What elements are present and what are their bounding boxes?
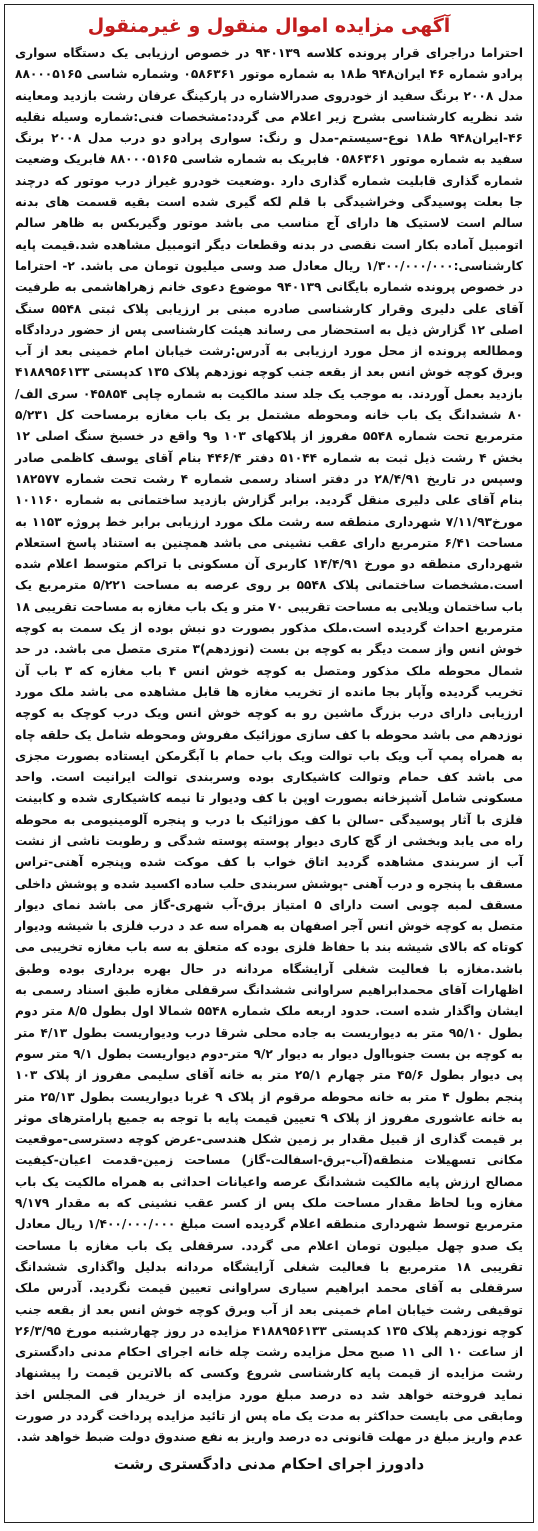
notice-title: آگهی مزایده اموال منقول و غیرمنقول <box>87 15 451 37</box>
notice-signature: دادورز اجرای احکام مدنی دادگستری رشت <box>113 1454 425 1473</box>
notice-body: احتراما دراجرای قرار پرونده کلاسه ۹۴۰۱۳۹ در خصوص ارزیابی یک دستگاه سواری پرادو شماره ۴۶ ایران۹۴۸ ط۱۸ به شماره موتور ۰۵۸۶۳۶۱ وشماره شاسی ۸۸۰۰۰۵۱۶۵ مدل ۲۰۰۸ برنگ سفید از خودروی صدرالاشاره در پارکینگ عرفان رشت بازدید ومعاینه شد نظریه کارشناسی بشرح زیر اعلام می گردد:مشخصات فنی:شماره وسیله نقلیه ۴۶-ایران۹۴۸ ط۱۸ نوع-سیستم-مدل و رنگ: سواری پرادو دو درب مدل ۲۰۰۸ برنگ سفید به شماره موتور ۰۵۸۶۳۶۱ فابریک به شماره شاسی ۸۸۰۰۰۵۱۶۵ فابریک وضعیت شماره گذاری قابلیت شماره گذاری دارد .وضعیت خودرو غیراز درب موتور که درچند جا بعلت پوسیدگی وخراشیدگی با قلم لکه گیری شده است بقیه قسمت های بدنه سالم است لاستیک ها دارای آج مناسب می باشد موتور وگیربکس به ظاهر سالم اتومبیل آماده بکار است نقصی در بدنه وقطعات دیگر اتومبیل مشاهده شد.قیمت پایه کارشناسی:۱/۳۰۰/۰۰۰/۰۰۰ ریال معادل صد وسی میلیون تومان می باشد. ۲- احتراما در خصوص پرونده شماره بایگانی ۹۴۰۱۳۹ موضوع دعوی خانم زهراهاشمی به طرفیت آقای علی دلیری وقرار کارشناسی صادره مبنی بر ارزیابی پلاک ثبتی ۵۵۴۸ سنگ اصلی ۱۲ گزارش ذیل به استحضار می رساند هیئت کارشناسی پس از حضور دردادگاه ومطالعه پرونده از محل مورد ارزیابی به آدرس:رشت خیابان امام خمینی بعد از آب وبرق کوچه خوش انس بعد از بقعه جنب کوچه نوزدهم پلاک ۱۳۵ کدپستی ۴۱۸۸۹۵۶۱۳۳ بازدید بعمل آوردند. به موجب یک جلد سند مالکیت به شماره چاپی ۰۴۵۸۵۴ سری الف/۸۰ ششدانگ یک باب خانه ومحوطه مشتمل بر یک باب مغازه برمساحت کل ۵/۲۳۱ مترمربع تحت شماره ۵۵۴۸ مفروز از پلاکهای ۱۰۳ و۹ واقع در خسبخ سنگ اصلی ۱۲ بخش ۴ رشت ذیل ثبت به شماره ۵۱۰۴۴ دفتر ۴۴۶/۴ بنام آقای یوسف کاظمی صادر وسپس در تاریخ ۲۸/۴/۹۱ در دفتر اسناد رسمی شماره ۴ رشت تحت شماره ۱۸۲۵۷۷ بنام آقای علی دلیری منقل گردید. برابر گزارش بازدید ساختمانی به شماره ۱۰۱۱۶۰ مورخ۷/۱۱/۹۳ شهرداری منطقه سه رشت ملک مورد ارزیابی برابر خط پروژه ۱۱۵۳ به مساحت ۶/۴۱ مترمربع دارای عقب نشینی می باشد همچنین به استناد پاسخ استعلام شهرداری منطقه دو مورخ ۱۴/۴/۹۱ کاربری آن مسکونی با تراکم متوسط اعلام شده است.مشخصات ساختمانی پلاک ۵۵۴۸ بر روی عرصه به مساحت ۵/۲۲۱ مترمربع یک باب ساختمان ویلایی به مساحت تقریبی ۷۰ متر و یک باب مغازه به مساحت تقریبی ۱۸ مترمربع احداث گردیده است.ملک مذکور بصورت دو نبش بوده از یک سمت به کوچه خوش انس واز سمت دیگر به کوچه بن بست (نوزدهم)۳ متری متصل می باشد. در حد شمال محوطه ملک مذکور ومتصل به کوچه خوش انس ۴ باب مغازه که ۳ باب آن تخریب گردیده وآپار بجا مانده از تخریب مغازه ها قابل مشاهده می باشد ملک مورد ارزیابی دارای درب بزرگ ماشین رو به کوچه خوش انس ویک درب کوچک به کوچه نوزدهم می باشد محوطه با کف سازی موزائیک مفروش ومحوطه شامل یک حلقه چاه به همراه پمپ آب ویک باب توالت ویک باب حمام با آبگرمکن ایستاده بصورت مجزی می باشد کف حمام وتوالت کاشیکاری بوده وسربندی توالت ایرانیت است. واحد مسکونی شامل آشپزخانه بصورت اوپن با کف ودیوار تا نیمه کاشیکاری شده و کابینت فلزی با آثار پوسیدگی -سالن با کف موزائیک با درب و پنجره آلومینیومی به محوطه راه می یابد وبخشی از گچ کاری دیوار پوسته پوسته شدگی و رطوبت ناشی از نشت آب از سربندی مشاهده گردید اتاق خواب با کف موکت شده وپنجره آهنی-تراس مسقف با پنجره و درب آهنی -پوشش سربندی حلب ساده اکسید شده و پوشش داخلی مسقف لمبه چوبی است دارای ۵ امتیاز برق-آب شهری-گاز می باشد نمای دیوار متصل به کوچه خوش انس آجر اصفهان به همراه سه عد د درب فلزی با شیشه ودیوار کوتاه که بالای شیشه بند با حفاظ فلزی بوده که متعلق به سه باب مغازه تخریبی می باشد.مغازه با فعالیت شغلی آرایشگاه مردانه در حال بهره برداری بوده وطبق اظهارات آقای محمدابراهیم سراوانی ششدانگ سرقفلی مغازه طبق اسناد رسمی به ایشان واگذار شده است. حدود اربعه ملک شماره ۵۵۴۸ شمالا اول بطول ۸/۵ متر دوم بطول ۹۵/۱۰ متر به دیواریست به جاده محلی شرقا درب ودیواریست بطول ۴/۱۳ متر به کوچه بن بست جنوبااول دیوار به دیوار ۹/۲ متر-دوم دیواریست بطول ۹/۱ متر سوم پی دیوار بطول ۴۵/۶ متر چهارم ۲۵/۱ متر به خانه آقای سلیمی مفروز از پلاک ۱۰۳ پنجم بطول ۴ متر به خانه محوطه مرقوم از پلاک ۹ غربا دیواریست بطول ۲۵/۱۳ متر به خانه عاشوری مفروز از پلاک ۹ تعیین قیمت پایه با توجه به جمیع پارامترهای موثر بر قیمت گذاری از قبیل مقدار بر زمین شکل هندسی-عرض کوچه دسترسی-موقعیت مکانی تسهیلات منطقه(آب-برق-اسفالت-گاز) مساحت زمین-قدمت اعیان-کیفیت مصالح ارزش پایه مالکیت ششدانگ عرصه واعیانات احداثی به همراه مالکیت یک باب مغازه وبا لحاظ مقدار مساحت ملک پس از کسر عقب نشینی که به مقدار ۹/۱۷۹ مترمربع توسط شهرداری منطقه اعلام گردیده است مبلغ ۱/۴۰۰/۰۰۰/۰۰۰ ریال معادل یک صدو چهل میلیون تومان اعلام می گردد. سرقفلی یک باب مغازه با مساحت تقریبی ۱۸ مترمربع با فعالیت شغلی آرایشگاه مردانه بدلیل واگذاری ششدانگ سرقفلی به آقای محمد ابراهیم سیاری سراوانی تعیین قیمت نگردید. آدرس ملک توقیفی رشت خیابان امام خمینی بعد از آب وبرق کوچه خوش انس بعد از بقعه جنب کوچه نوزدهم پلاک ۱۳۵ کدپستی ۴۱۸۸۹۵۶۱۳۳ مزایده در روز چهارشنبه مورخ ۲۶/۳/۹۵ از ساعت ۱۰ الی ۱۱ صبح محل مزایده رشت چله خانه اجرای احکام مدنی دادگستری رشت مزایده از قیمت پایه کارشناسی شروع وکسی که بالاترین قیمت را پیشنهاد نماید فروخته خواهد شد ده درصد مبلغ مورد مزایده از خریدار فی المجلس اخذ ومابقی می بایست حداکثر به مدت یک ماه پس از تائید مزایده پرداخت گردد در صورت عدم واریز مبلغ در مهلت قانونی ده درصد واریز به نفع صندوق دولت ضبط خواهد شد. <box>15 46 524 1445</box>
notice-page <box>4 4 534 1523</box>
